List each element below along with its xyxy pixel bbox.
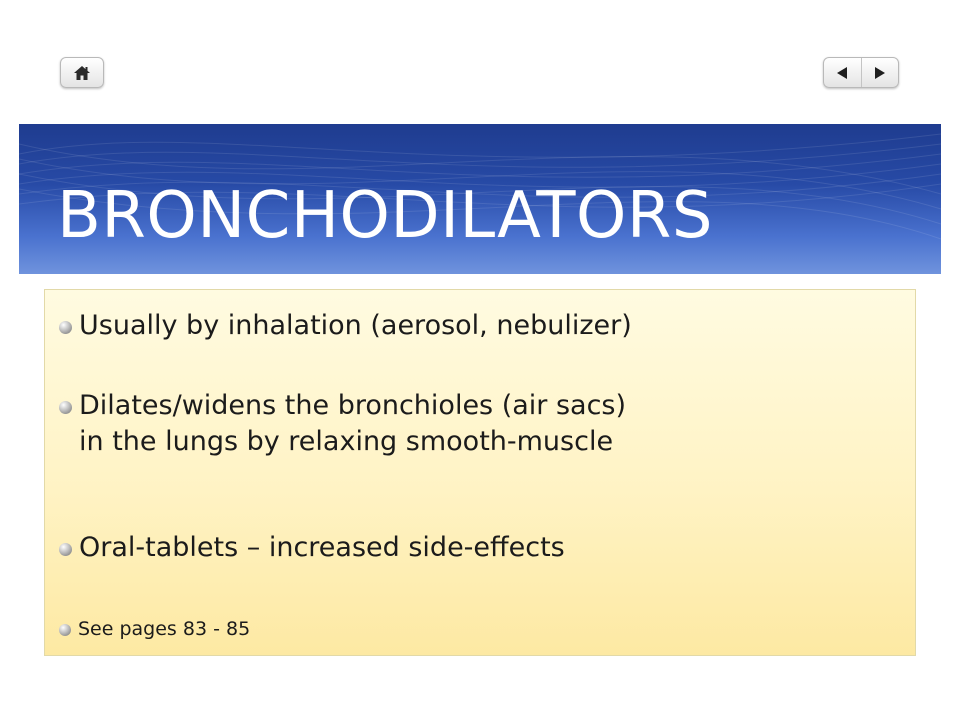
bullet-text: Oral-tablets – increased side-effects: [79, 532, 565, 563]
bullet-text: See pages 83 - 85: [78, 618, 251, 640]
triangle-right-icon: [873, 66, 887, 80]
bullet-item: [59, 308, 632, 344]
bullet-item: [59, 616, 250, 642]
home-icon: [73, 65, 91, 81]
bullet-dot-icon: [59, 401, 72, 414]
slide-title: BRONCHODILATORS: [57, 179, 713, 253]
bullet-text-continuation: in the lungs by relaxing smooth-muscle: [79, 426, 614, 457]
content-box: [44, 289, 916, 656]
home-button[interactable]: [60, 57, 104, 88]
bullet-text: Dilates/widens the bronchioles (air sacs): [79, 390, 627, 421]
bullet-item: [59, 530, 565, 566]
bullet-dot-icon: [59, 321, 72, 334]
bullet-dot-icon: [59, 624, 71, 636]
title-band: [19, 124, 941, 274]
bullet-text: Usually by inhalation (aerosol, nebulizer): [79, 310, 632, 341]
prev-next-group: [823, 57, 899, 88]
bullet-dot-icon: [59, 543, 72, 556]
bullet-item: [59, 388, 626, 460]
previous-button[interactable]: [824, 58, 862, 87]
next-button[interactable]: [862, 58, 899, 87]
triangle-left-icon: [835, 66, 849, 80]
